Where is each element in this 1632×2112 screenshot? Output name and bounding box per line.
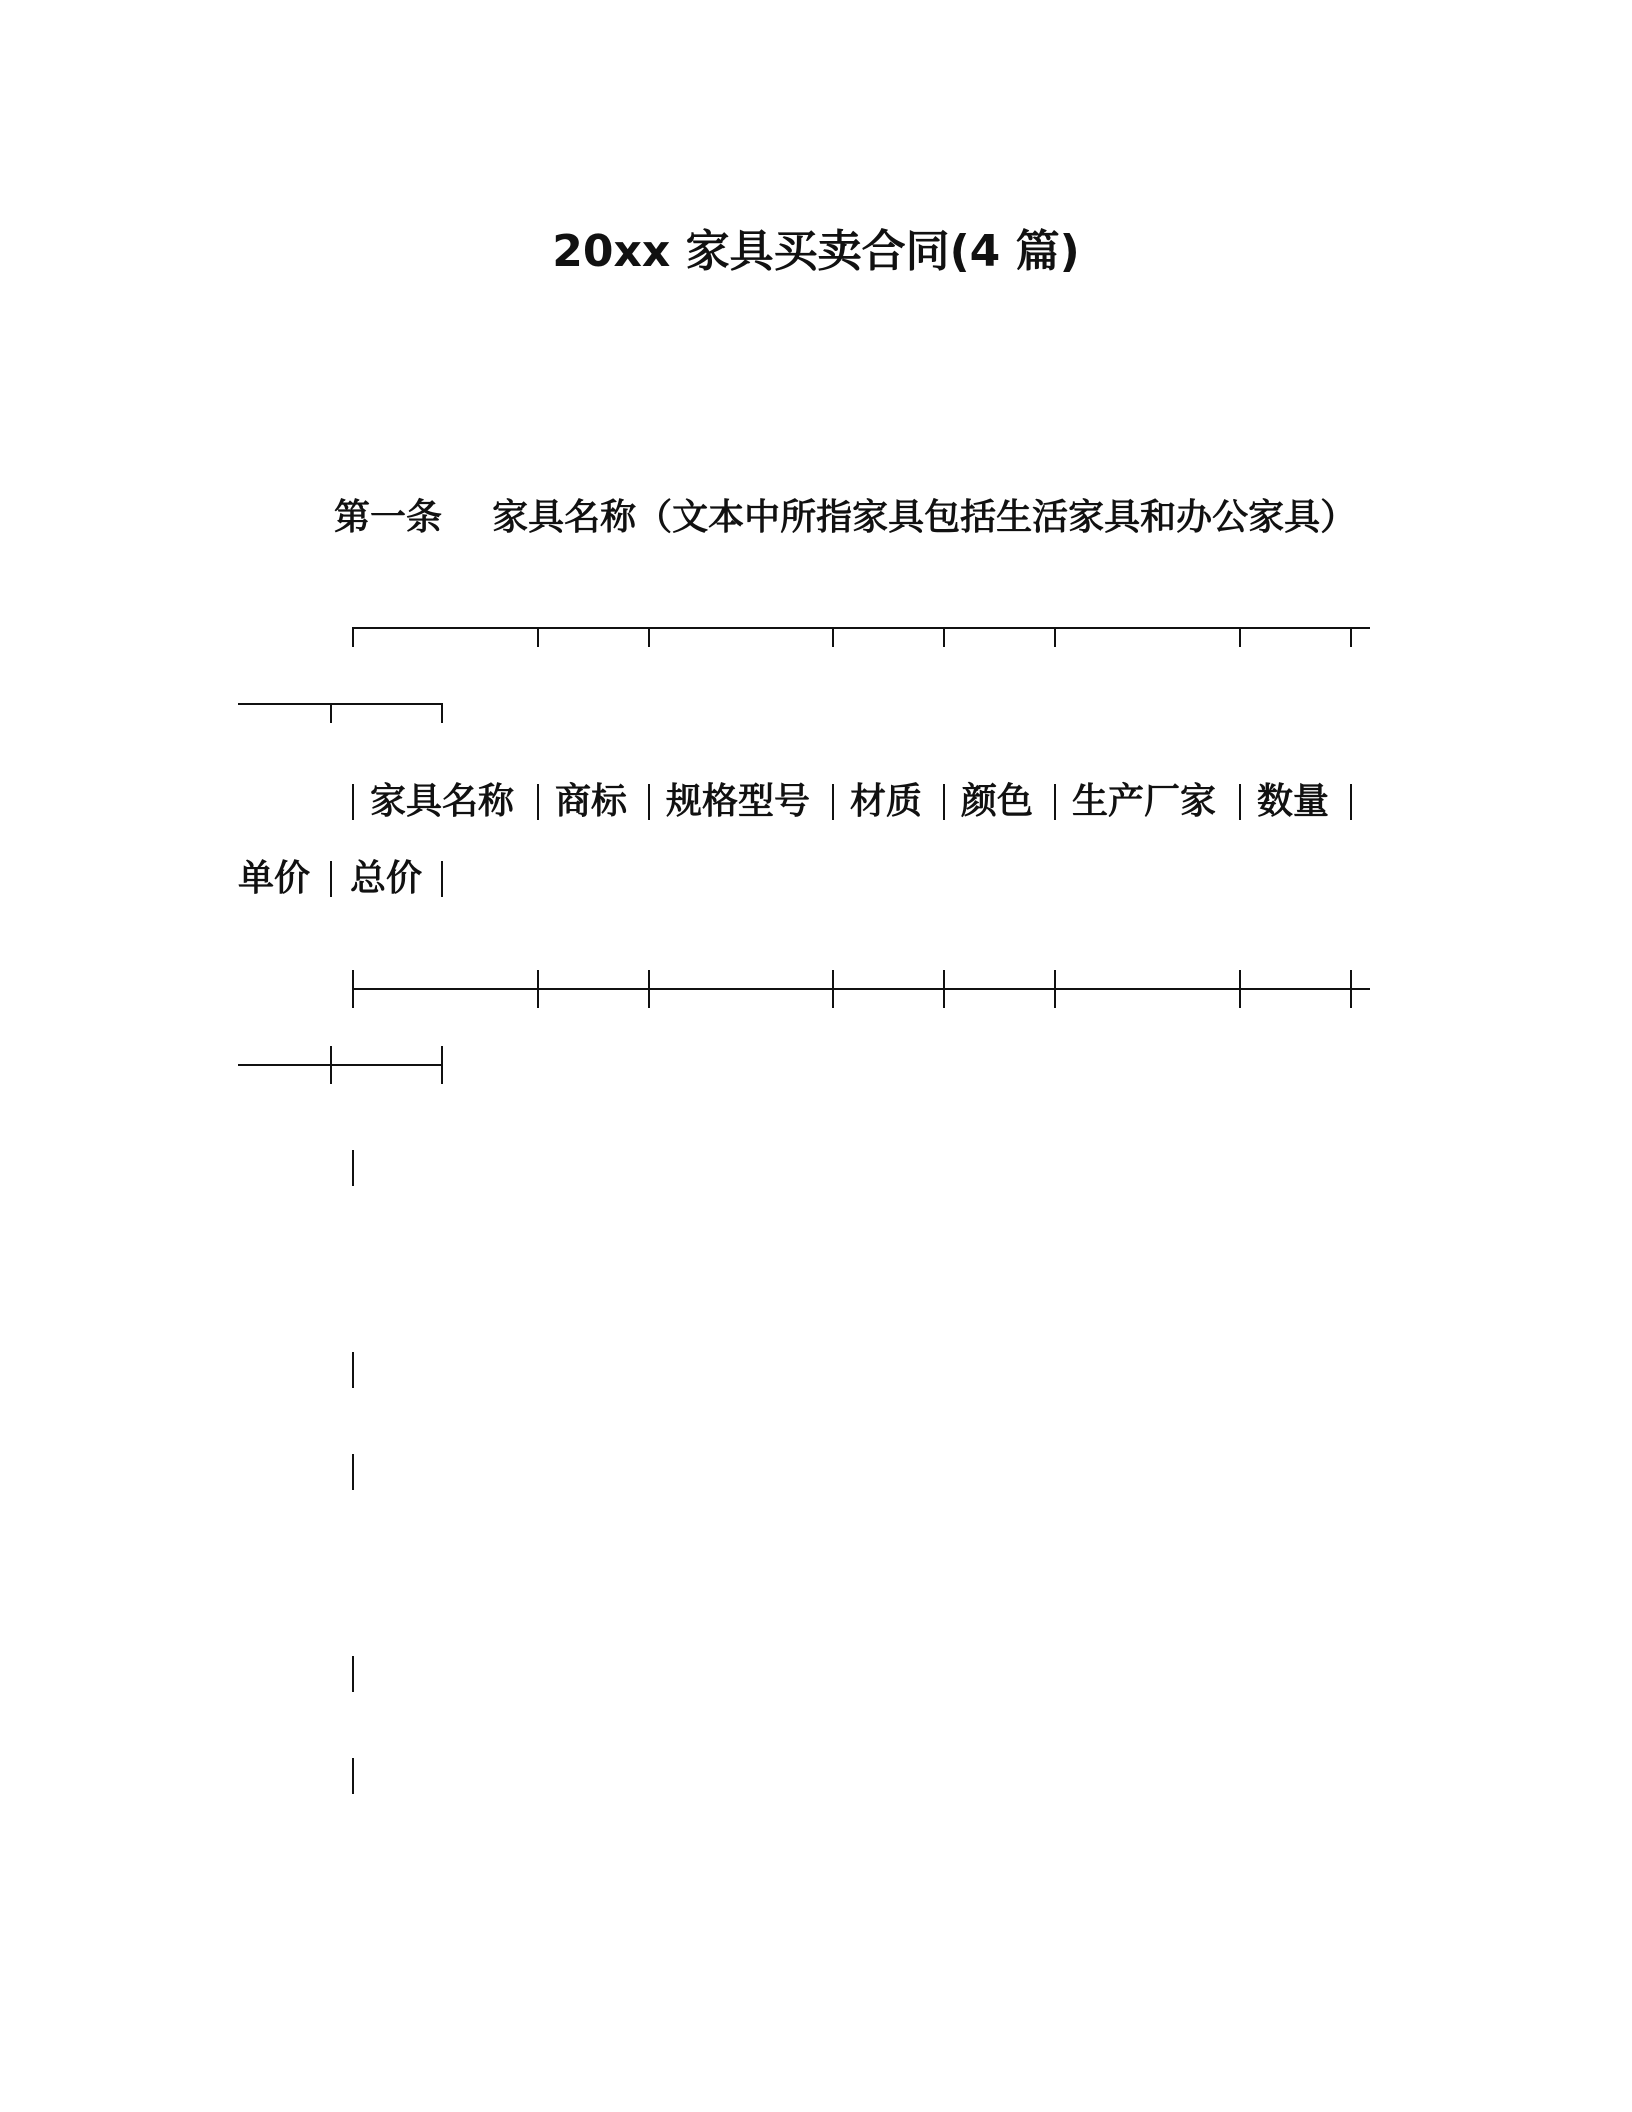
header-bottom-tick bbox=[1054, 970, 1056, 1008]
header-separator bbox=[1239, 784, 1241, 820]
table-top-tick bbox=[1239, 627, 1241, 647]
header-bottom-border bbox=[352, 988, 1370, 990]
header-cell-manufacturer: 生产厂家 bbox=[1072, 781, 1217, 822]
table-top-tick bbox=[352, 627, 354, 647]
header-separator bbox=[352, 784, 354, 820]
header-bottom-tick bbox=[1239, 970, 1241, 1008]
header-cell-color: 颜色 bbox=[961, 781, 1034, 822]
header-cell-material: 材质 bbox=[850, 781, 923, 822]
table-row bbox=[352, 1656, 354, 1692]
header-bottom-tick bbox=[537, 970, 539, 1008]
header-separator bbox=[441, 861, 443, 897]
header-separator bbox=[1054, 784, 1056, 820]
table-row bbox=[352, 1758, 354, 1794]
table-row bbox=[352, 1150, 354, 1186]
table-top-tick bbox=[943, 627, 945, 647]
header-bottom-tick bbox=[1350, 970, 1352, 1008]
table-top-tick bbox=[330, 703, 332, 723]
table-top-border bbox=[352, 627, 1370, 629]
header-separator bbox=[648, 784, 650, 820]
header-bottom-border-wrap bbox=[238, 1064, 442, 1066]
header-bottom-tick bbox=[648, 970, 650, 1008]
header-bottom-tick bbox=[352, 970, 354, 1008]
header-separator bbox=[832, 784, 834, 820]
header-bottom-tick bbox=[943, 970, 945, 1008]
header-cell-name: 家具名称 bbox=[370, 781, 515, 822]
header-cell-brand: 商标 bbox=[555, 781, 628, 822]
header-bottom-tick bbox=[441, 1046, 443, 1084]
table-top-border-wrap bbox=[238, 703, 442, 705]
header-cell-unit-price: 单价 bbox=[238, 858, 311, 899]
table-top-tick bbox=[1350, 627, 1352, 647]
header-separator bbox=[537, 784, 539, 820]
header-separator bbox=[330, 861, 332, 897]
table-top-tick bbox=[648, 627, 650, 647]
header-cell-quantity: 数量 bbox=[1257, 781, 1330, 822]
header-separator bbox=[1350, 784, 1352, 820]
table-top-tick bbox=[441, 703, 443, 723]
table-top-tick bbox=[832, 627, 834, 647]
table-row bbox=[352, 1454, 354, 1490]
table-top-tick bbox=[1054, 627, 1056, 647]
header-cell-model: 规格型号 bbox=[666, 781, 811, 822]
table-top-tick bbox=[537, 627, 539, 647]
table-row bbox=[352, 1352, 354, 1388]
header-bottom-tick bbox=[330, 1046, 332, 1084]
header-separator bbox=[943, 784, 945, 820]
article-1-heading: 第一条 家具名称（文本中所指家具包括生活家具和办公家具） bbox=[334, 497, 1357, 538]
header-cell-total-price: 总价 bbox=[350, 858, 423, 899]
header-bottom-tick bbox=[832, 970, 834, 1008]
document-title: 20xx 家具买卖合同(4 篇) bbox=[552, 226, 1080, 277]
